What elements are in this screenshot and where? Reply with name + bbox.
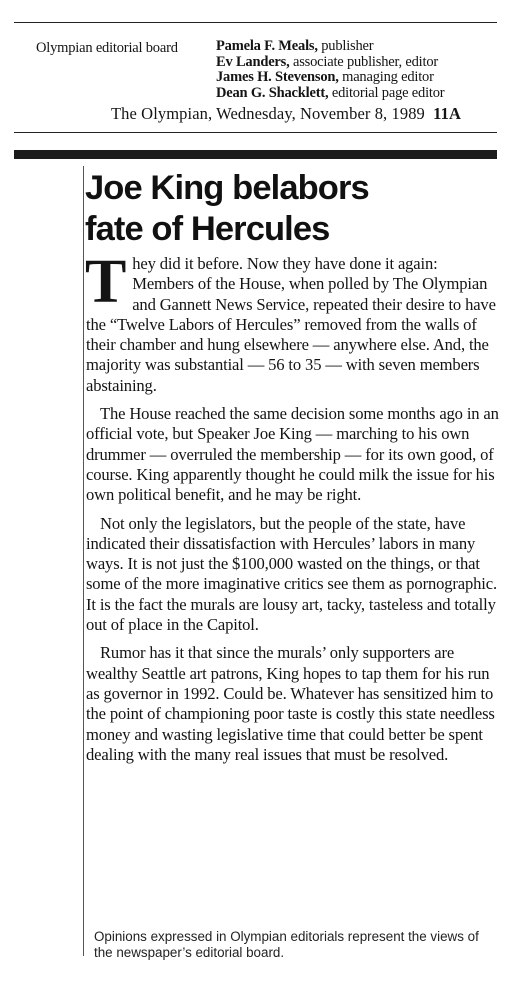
staff-row (216, 55, 444, 71)
masthead-staff-list (216, 39, 444, 101)
section-rule-thin (14, 132, 497, 133)
body-paragraph: The House reached the same decision some months ago in an official vote, but Speaker Joe King — marching to his own drummer — overruled the membership — for its own good, of course. King apparently thought he could milk the issue for his own political benefit, and he may be right. (86, 404, 499, 505)
dateline-text: The Olympian, Wednesday, November 8, 1989 (111, 104, 425, 123)
staff-row (216, 86, 444, 102)
section-rule-thick (14, 150, 497, 159)
staff-title: managing editor (342, 69, 434, 85)
headline-line: fate of Hercules (85, 210, 330, 248)
staff-name: James H. Stevenson, (216, 69, 339, 85)
staff-row (216, 70, 444, 86)
page-number: 11A (433, 104, 461, 123)
disclaimer-text: Opinions expressed in Olympian editorials represent the views of the newspaper’s editorial board. (94, 929, 479, 960)
editorial-body (85, 248, 500, 773)
staff-name: Dean G. Shacklett, (216, 84, 329, 101)
column-rule (83, 166, 84, 956)
body-paragraph (85, 248, 500, 396)
paragraph-text: hey did it before. Now they have done it again: Members of the House, when polled by The Olympian and Gannett News Service, repeated their desire to have the “Twelve Labors of Hercules” removed from the walls of their chamber and hung elsewhere — anywhere else. And, the majority was substantial — 56 to 35 — with seven members abstaining. (86, 254, 496, 395)
staff-name: Pamela F. Meals, (216, 38, 318, 54)
editorial-headline (85, 168, 505, 250)
editorial-disclaimer (94, 929, 494, 961)
body-paragraph: Not only the legislators, but the people of the state, have indicated their dissatisfaction with Hercules’ labors in many ways. It is not just the $100,000 wasted on the things, or that some of the more imaginative critics see them as pornographic. It is the fact the murals are lousy art, tacky, tasteless and totally out of place in the Capitol. (86, 513, 497, 635)
staff-row (216, 39, 444, 55)
editorial-board-label: Olympian editorial board (36, 40, 178, 56)
dateline (111, 104, 461, 124)
top-rule (14, 22, 497, 23)
drop-cap: T (85, 248, 127, 316)
body-paragraph: Rumor has it that since the murals’ only supporters are wealthy Seattle art patrons, King hopes to tap them for his run as governor in 1992. Could be. Whatever has sensitized him to the point of championing poor taste is costly this state needless money and wasting legislative time that could better be spent dealing with the many real issues that must be resolved. (86, 643, 495, 764)
staff-title: publisher (321, 38, 374, 54)
staff-title: associate publisher, editor (292, 53, 439, 70)
staff-title: editorial page editor (331, 84, 445, 101)
staff-name: Ev Landers, (216, 53, 290, 70)
headline-line: Joe King belabors (85, 169, 369, 207)
